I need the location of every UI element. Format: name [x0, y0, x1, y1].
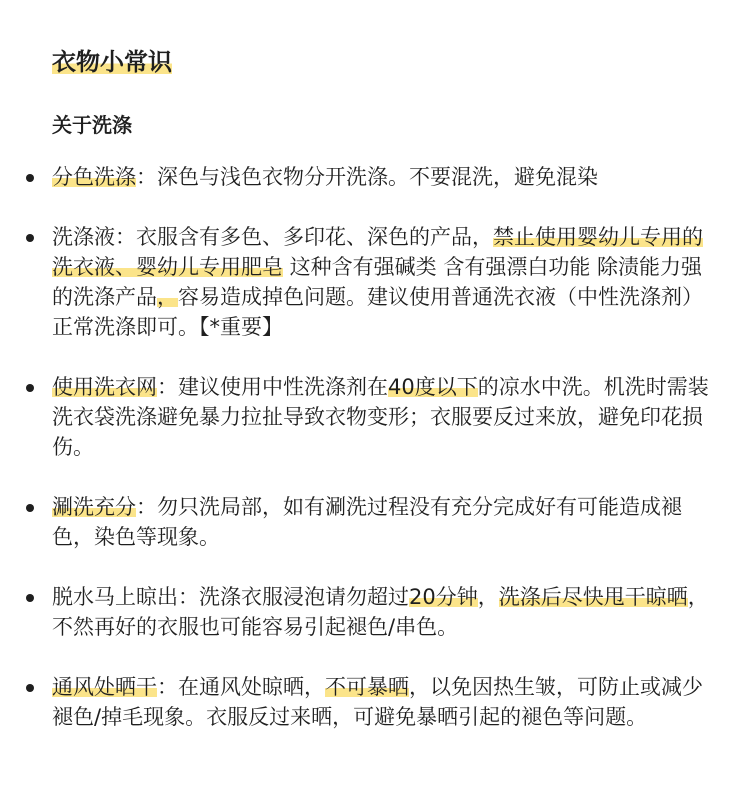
- tip-item: [52, 222, 720, 342]
- tips-list: [52, 162, 720, 732]
- page-title: [52, 44, 720, 80]
- tip-text: ，不然再好的衣服也可能容易引起褪色/串色。: [52, 585, 709, 639]
- bullet-icon: [26, 504, 34, 512]
- tip-item: [52, 162, 720, 192]
- tip-text: 这种含有强碱类 含有强漂白功能 除渍能力强 的洗涤产品: [52, 255, 703, 309]
- highlighted-text: 不可暴晒: [325, 675, 409, 699]
- highlighted-text: 通风处晒干: [52, 675, 157, 699]
- tip-item: [52, 492, 720, 552]
- tip-text: ，以免因热生皱，可防止或减少褪色/掉毛现象。衣服反过来晒，可避免暴晒引起的褪色等问题。: [52, 675, 703, 729]
- highlighted-text: ，: [157, 285, 178, 309]
- bullet-icon: [26, 684, 34, 692]
- highlighted-text: 分色洗涤: [52, 165, 136, 189]
- tip-text: 容易造成掉色问题。建议使用普通洗衣液（中性洗涤剂）正常洗涤即可。【*重要】: [52, 285, 703, 339]
- tip-item: [52, 372, 720, 462]
- tip-text: 洗涤液：衣服含有多色、多印花、深色的产品，: [52, 225, 493, 249]
- section-heading: 关于洗涤: [52, 113, 132, 137]
- highlighted-text: 使用洗衣网: [52, 375, 157, 399]
- highlighted-text: 禁止使用婴幼儿专用的洗衣液、婴幼儿专用肥皂: [52, 225, 703, 279]
- highlighted-text: 40度以下: [388, 375, 478, 399]
- tip-item: [52, 582, 720, 642]
- tip-text: ：勿只洗局部，如有涮洗过程没有充分完成好有可能造成褪色，染色等现象。: [52, 495, 682, 549]
- bullet-icon: [26, 174, 34, 182]
- highlighted-text: 涮洗充分: [52, 495, 136, 519]
- tip-text: ，: [477, 585, 499, 609]
- highlighted-text: 20分钟: [409, 585, 478, 609]
- bullet-icon: [26, 234, 34, 242]
- highlighted-text: 洗涤后尽快甩干晾晒: [498, 585, 688, 609]
- tip-text: 脱水马上晾出：洗涤衣服浸泡请勿超过: [52, 585, 409, 609]
- tip-item: [52, 672, 720, 732]
- tip-text: ：建议使用中性洗涤剂在: [157, 375, 388, 399]
- bullet-icon: [26, 384, 34, 392]
- page-title-text: 衣物小常识: [52, 48, 172, 76]
- tip-text: ：深色与浅色衣物分开洗涤。不要混洗，避免混染: [136, 165, 598, 189]
- tip-text: ：在通风处晾晒，: [157, 675, 325, 699]
- tip-text: 的凉水中洗。机洗时需装洗衣袋洗涤避免暴力拉扯导致衣物变形；衣服要反过来放，避免印花损伤。: [52, 375, 709, 459]
- bullet-icon: [26, 594, 34, 602]
